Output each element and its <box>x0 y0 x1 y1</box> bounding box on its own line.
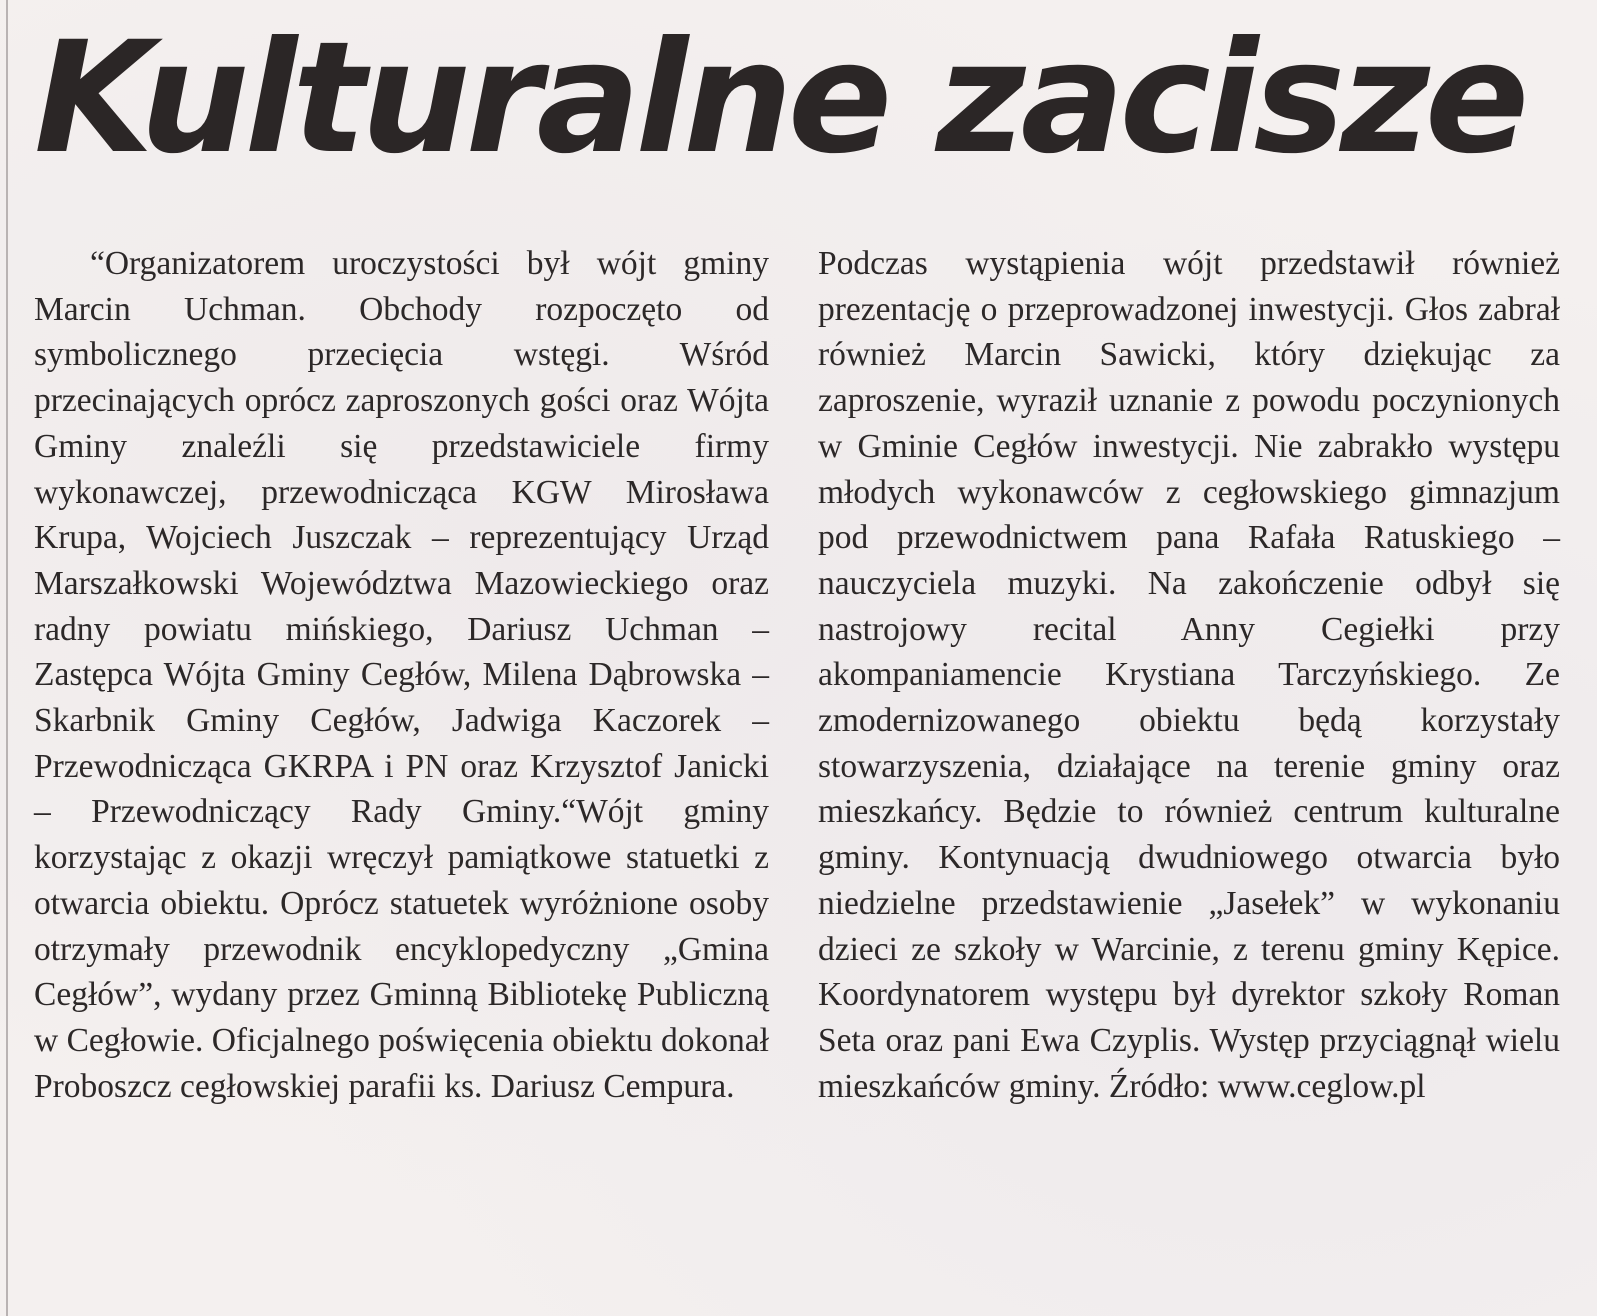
column-left-text: “Organizatorem uroczystości był wójt gminy Marcin Uchman. Obchody rozpoczęto od symbolicznego przecięcia wstęgi. Wśród przecinających oprócz zaproszonych gości oraz Wójta Gminy znaleźli się przedstawiciele firmy wykonawczej, przewodnicząca KGW Mirosława Krupa, Wojciech Juszczak – reprezentujący Urząd Marszałkowski Województwa Mazowieckiego oraz radny powiatu mińskiego, Dariusz Uchman – Zastępca Wójta Gminy Cegłów, Milena Dąbrowska – Skarbnik Gminy Cegłów, Jadwiga Kaczorek – Przewodnicząca GKRPA i PN oraz Krzysztof Janicki – Przewodniczący Rady Gminy.“Wójt gminy korzystając z okazji wręczył pamiątkowe statuetki z otwarcia obiektu. Oprócz statuetek wyróżnione osoby otrzymały przewodnik encyklopedyczny „Gmina Cegłów”, wydany przez Gminną Bibliotekę Publiczną w Cegłowie. Oficjalnego poświęcenia obiektu dokonał Proboszcz cegłowskiej parafii ks. Dariusz Cempura. <box>34 245 769 1105</box>
article-column-left <box>34 241 769 1109</box>
page-edge-rule <box>6 0 8 1316</box>
column-right-text: Podczas wystąpienia wójt przedstawił również prezentację o przeprowadzonej inwestycji. Głos zabrał również Marcin Sawicki, który dziękując za zaproszenie, wyraził uznanie z powodu poczynionych w Gminie Cegłów inwestycji. Nie zabrakło występu młodych wykonawców z cegłowskiego gimnazjum pod przewodnictwem pana Rafała Ratuskiego – nauczyciela muzyki. Na zakończenie odbył się nastrojowy recital Anny Cegiełki przy akompaniamencie Krystiana Tarczyńskiego. Ze zmodernizowanego obiektu będą korzystały stowarzyszenia, działające na terenie gminy oraz mieszkańcy. Będzie to również centrum kulturalne gminy. Kontynuacją dwudniowego otwarcia było niedzielne przedstawienie „Jasełek” w wykonaniu dzieci ze szkoły w Warcinie, z terenu gminy Kępice. Koordynatorem występu był dyrektor szkoły Roman Seta oraz pani Ewa Czyplis. Występ przyciągnął wielu mieszkańców gminy. Źródło: www.ceglow.pl <box>818 245 1560 1105</box>
article-column-right <box>818 241 1560 1109</box>
article-headline: Kulturalne zacisze <box>34 9 1525 188</box>
